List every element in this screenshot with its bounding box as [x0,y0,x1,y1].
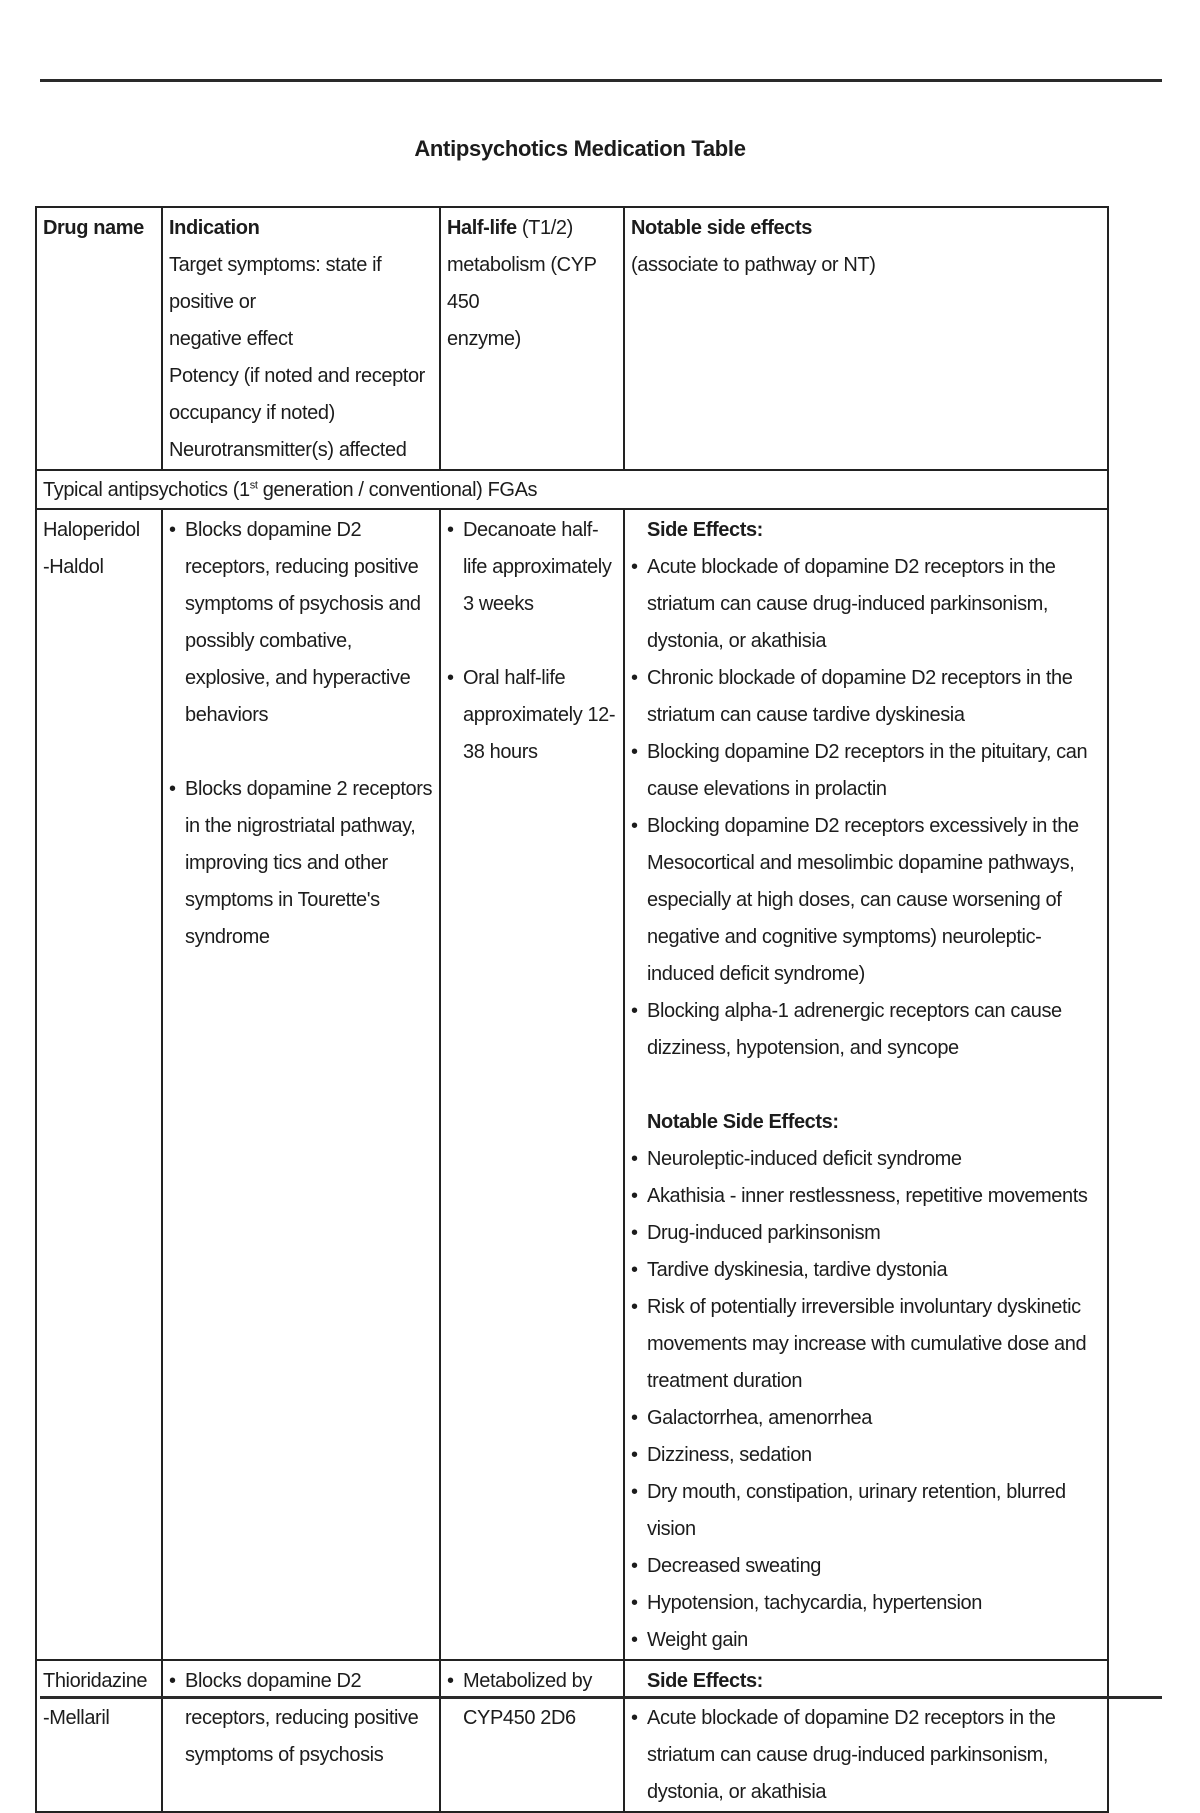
drug-name: Haloperidol [43,519,140,541]
side-effects-heading: Side Effects: [647,1670,763,1692]
list-item: • Metabolized by CYP450 2D6 [447,1663,617,1737]
list-item: • Blocking alpha-1 adrenergic receptors can cause dizziness, hypotension, and syncope [631,993,1101,1067]
header-indication-line: occupancy if noted) [169,402,335,424]
list-item: • Acute blockade of dopamine D2 receptors in the striatum can cause drug-induced parkinsonism, dystonia, or akathisia [631,549,1101,660]
list-item: • Akathisia - inner restlessness, repetitive movements [631,1178,1101,1215]
header-side-effects-title: Notable side effects [631,217,812,239]
list-item: • Risk of potentially irreversible involuntary dyskinetic movements may increase with cumulative dose and treatment duration [631,1289,1101,1400]
list-item: • Decreased sweating [631,1548,1101,1585]
header-indication-line: Neurotransmitter(s) affected [169,439,407,461]
list-item: • Blocking dopamine D2 receptors excessively in the Mesocortical and mesolimbic dopamine pathways, especially at high doses, can cause worsening of negative and cognitive symptoms) neuroleptic-induced deficit syndrome) [631,808,1101,993]
header-indication-line: Potency (if noted and receptor [169,365,425,387]
indication-cell [162,1660,440,1812]
header-side-effects-sub: (associate to pathway or NT) [631,254,876,276]
list-item: • Chronic blockade of dopamine D2 receptors in the striatum can cause tardive dyskinesia [631,660,1101,734]
header-half-life-title: Half-life [447,217,517,239]
header-indication-line: Target symptoms: state if positive or [169,254,382,313]
list-item: • Tardive dyskinesia, tardive dystonia [631,1252,1101,1289]
list-item: • Acute blockade of dopamine D2 receptors in the striatum can cause drug-induced parkinsonism, dystonia, or akathisia [631,1700,1101,1811]
half-life-cell [440,509,624,1660]
header-half-life-suffix: (T1/2) [516,217,573,239]
drug-brand: -Mellaril [43,1707,110,1729]
list-item: • Dry mouth, constipation, urinary retention, blurred vision [631,1474,1101,1548]
indication-cell [162,509,440,1660]
drug-name-cell [36,1660,162,1812]
notable-side-effects-heading: Notable Side Effects: [647,1111,839,1133]
header-indication-title: Indication [169,217,260,239]
list-item: • Blocks dopamine D2 receptors, reducing positive symptoms of psychosis and possibly combative, explosive, and hyperactive behaviors [169,512,433,734]
list-item: • Neuroleptic-induced deficit syndrome [631,1141,1101,1178]
list-item: • Weight gain [631,1622,1101,1659]
list-item: • Blocks dopamine 2 receptors in the nigrostriatal pathway, improving tics and other symptoms in Tourette's syndrome [169,771,433,956]
list-item: • Hypotension, tachycardia, hypertension [631,1585,1101,1622]
list-item: • Decanoate half-life approximately 3 weeks [447,512,617,623]
side-effects-cell [624,1660,1108,1812]
header-indication [162,207,440,470]
header-half-life [440,207,624,470]
half-life-cell [440,1660,624,1812]
table-row [36,509,1108,1660]
list-item: • Blocking dopamine D2 receptors in the pituitary, can cause elevations in prolactin [631,734,1101,808]
section-heading: Typical antipsychotics (1st generation / conventional) FGAs [36,470,1108,509]
header-side-effects [624,207,1108,470]
list-item: • Galactorrhea, amenorrhea [631,1400,1101,1437]
list-item: • Blocks dopamine D2 receptors, reducing positive symptoms of psychosis [169,1663,433,1774]
header-indication-line: negative effect [169,328,293,350]
drug-brand: -Haldol [43,556,104,578]
section-row [36,470,1108,509]
page-title: Antipsychotics Medication Table [414,136,746,161]
list-item: • Dizziness, sedation [631,1437,1101,1474]
side-effects-heading: Side Effects: [647,519,763,541]
table-row [36,1660,1108,1812]
list-item: • Oral half-life approximately 12-38 hours [447,660,617,771]
list-item: • Drug-induced parkinsonism [631,1215,1101,1252]
drug-name: Thioridazine [43,1670,148,1692]
header-drug-name: Drug name [36,207,162,470]
header-half-life-line: enzyme) [447,328,521,350]
header-half-life-line: metabolism (CYP 450 [447,254,597,313]
top-rule [40,79,1162,82]
bottom-rule [40,1696,1162,1699]
drug-name-cell [36,509,162,1660]
medication-table [35,206,1109,1813]
table-header-row [36,207,1108,470]
side-effects-cell [624,509,1108,1660]
